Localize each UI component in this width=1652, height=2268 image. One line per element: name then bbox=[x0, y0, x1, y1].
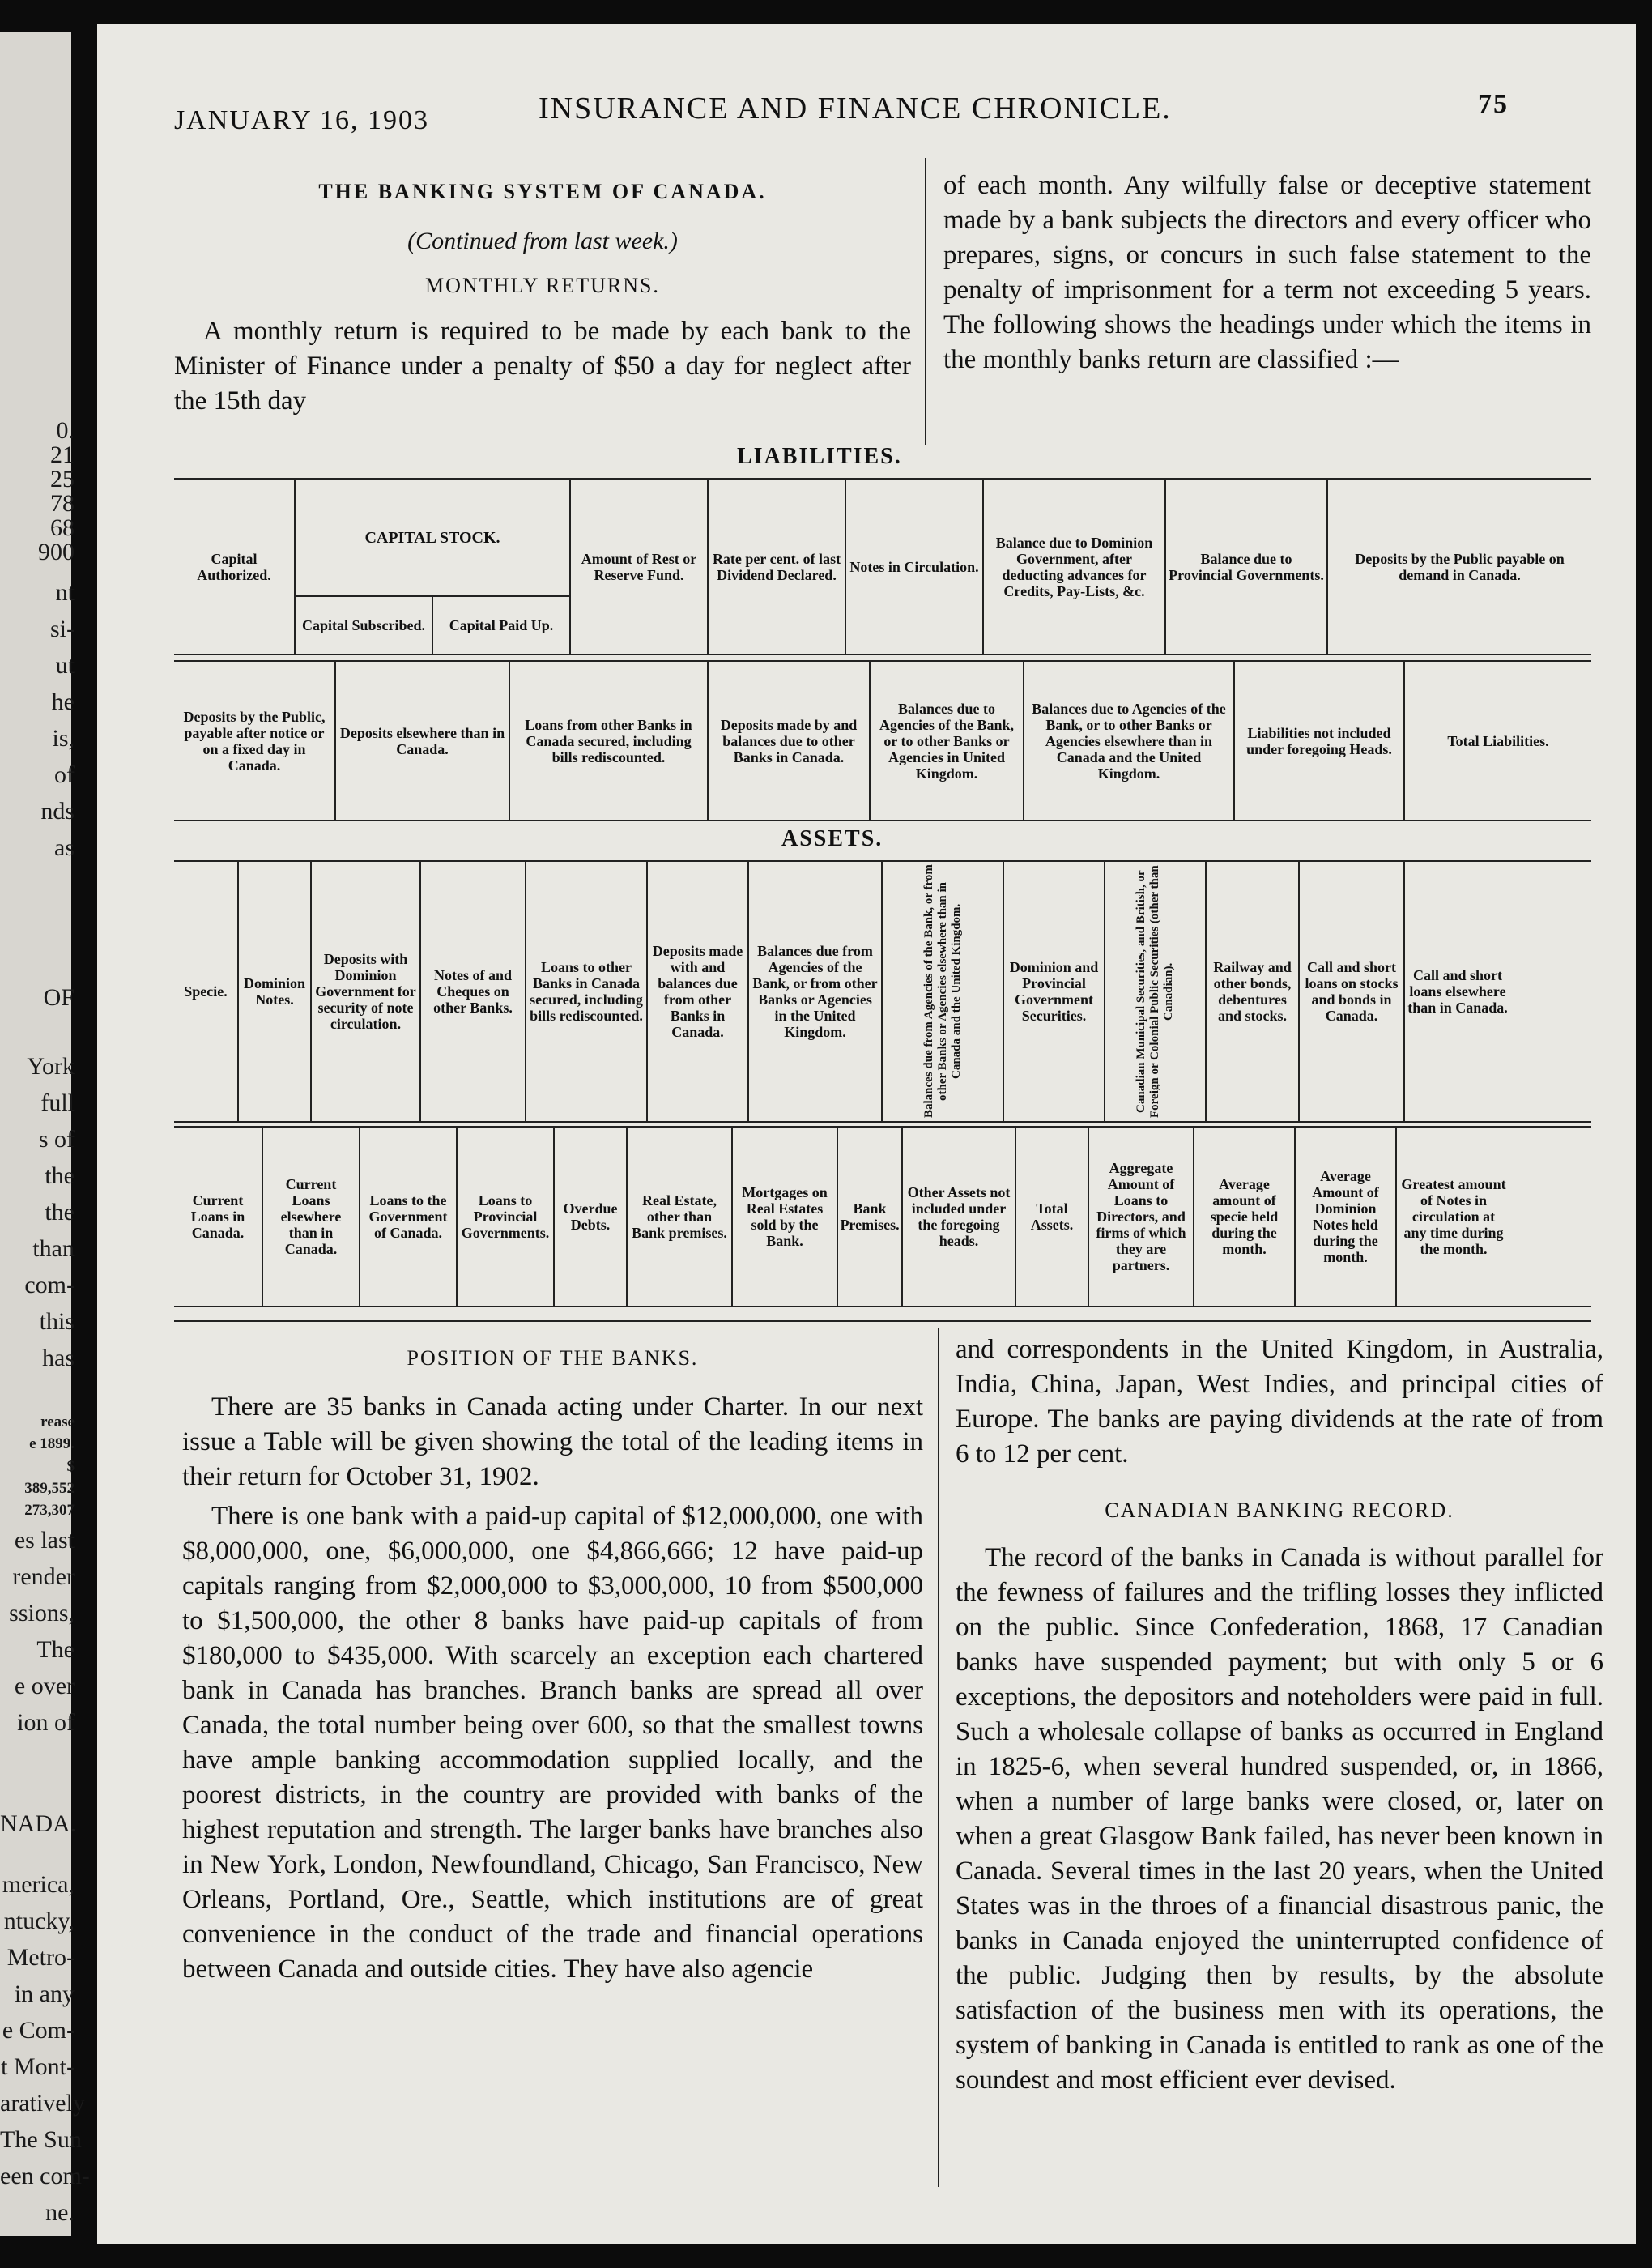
previous-page-text-fragment: $ bbox=[66, 1458, 75, 1475]
previous-page-text-fragment: full bbox=[40, 1089, 75, 1116]
asset-column-header: Aggregate Amount of Loans to Directors, and firms of which they are partners. bbox=[1089, 1128, 1194, 1306]
previous-page-text-fragment: e over bbox=[14, 1673, 75, 1699]
position-paragraph-2: There is one bank with a paid-up capital of $12,000,000, one with $8,000,000, one, $6,000,000, one $4,866,666; 12 have paid-up capitals ranging from $2,000,000 to $3,000,000, 10 from $500,000 to $1,500,000, the other 8 banks have paid-up capitals of from $180,000 to $435,000. With scarcely an exception each chartered bank in Canada has branches. Branch banks are spread all over Canada, the total number being over 600, so that the smallest towns have ample banking accommodation supplied locally, and the poorest districts, in the country are provided with banks of the highest reputation and strength. The larger banks have branches also in New York, London, Newfoundland, Chicago, San Francisco, New Orleans, Portland, Ore., Seattle, which institutions are of great convenience in the conduct of the trade and financial operations between Canada and outside cities. They have also agencie bbox=[182, 1502, 923, 1984]
asset-header-label: Specie. bbox=[184, 983, 228, 1000]
asset-header-label: Deposits made with and balances due from other Banks in Canada. bbox=[652, 943, 743, 1040]
capital-subscribed-header: Capital Subscribed. bbox=[296, 597, 433, 654]
banking-system-right-column bbox=[943, 168, 1591, 377]
dominion-balance-header: Balance due to Dominion Government, after deducting advances for Credits, Pay-Lists, &c. bbox=[984, 480, 1166, 654]
column-divider-lower bbox=[938, 1328, 939, 2187]
asset-column-header: Loans to Provincial Governments. bbox=[458, 1128, 555, 1306]
asset-column-header bbox=[648, 862, 749, 1121]
asset-column-header: Loans to the Government of Canada. bbox=[360, 1128, 458, 1306]
asset-column-header bbox=[239, 862, 312, 1121]
banking-record-title: CANADIAN BANKING RECORD. bbox=[1105, 1498, 1454, 1522]
banking-record-text: The record of the banks in Canada is without parallel for the fewness of failures and the trifling losses they inflicted on the public. Since Confederation, 1868, 17 Canadian banks have suspended payment; but with only 5 or 6 exceptions, the depositors and noteholders were paid in full. Such a wholesale collapse of banks as occurred in England in 1825-6, when several hundred suspended, or, in 1866, when a number of large banks were closed, or, later on when a great Glasgow Bank failed, has never been known in Canada. Several times in the last 20 years, when the United States was in the throes of a financial disastrous panic, the banks in Canada enjoyed the uninterrupted confidence of the public. Judging then by results, by the absolute satisfaction of the business men with its operations, the system of banking in Canada is entitled to rank as one of the soundest and most efficient ever devised. bbox=[956, 1543, 1603, 2095]
liabilities-heading: LIABILITIES. bbox=[737, 444, 902, 469]
position-continued: and correspondents in the United Kingdom, in Australia, India, China, Japan, West Indies, and principal cities of Europe. The banks are paying dividends at the rate of from 6 to 12 per cent. bbox=[956, 1335, 1603, 1469]
previous-page-text-fragment: he bbox=[51, 688, 75, 715]
article-title: THE BANKING SYSTEM OF CANADA. bbox=[318, 180, 767, 203]
section-divider bbox=[174, 1320, 1591, 1322]
continued-note: (Continued from last week.) bbox=[407, 228, 678, 254]
previous-page-text-fragment: 900 bbox=[38, 539, 75, 565]
capital-stock-header bbox=[296, 480, 571, 654]
asset-column-header: Greatest amount of Notes in circulation at any time during the month. bbox=[1401, 1176, 1506, 1257]
assets-table-row-2 bbox=[174, 1126, 1591, 1307]
column-divider bbox=[925, 158, 926, 446]
capital-paid-up-header: Capital Paid Up. bbox=[449, 617, 554, 633]
previous-page-text-fragment: The bbox=[36, 1636, 75, 1663]
banking-system-left-column bbox=[174, 174, 911, 419]
previous-page-text-fragment: nt bbox=[55, 579, 75, 606]
previous-page-text-fragment: than bbox=[32, 1235, 75, 1262]
asset-column-header: Bank Premises. bbox=[838, 1128, 903, 1306]
newspaper-page bbox=[97, 24, 1636, 2244]
assets-heading: ASSETS. bbox=[781, 826, 883, 851]
previous-page-text-fragment: merica, bbox=[2, 1871, 75, 1898]
page-number: 75 bbox=[1478, 89, 1509, 119]
previous-page-text-fragment: e Com- bbox=[2, 2017, 75, 2044]
position-of-banks-column bbox=[182, 1341, 923, 1987]
asset-header-label: Notes of and Cheques on other Banks. bbox=[433, 967, 513, 1016]
previous-page-text-fragment: ion of bbox=[17, 1709, 75, 1736]
asset-header-label: Dominion Notes. bbox=[243, 975, 306, 1008]
asset-header-label: Balances due from Agencies of the Bank, or from other Banks or Agencies elsewhere than in Canada and the United Kingdom. bbox=[922, 864, 963, 1119]
previous-page-text-fragment: Metro- bbox=[6, 1944, 75, 1971]
asset-header-label: Canadian Municipal Securities, and British, or Foreign or Colonial Public Securities (other than Canadian). bbox=[1135, 865, 1175, 1118]
previous-page-text-fragment: has bbox=[42, 1345, 75, 1371]
previous-page-text-fragment: York bbox=[27, 1053, 75, 1080]
asset-column-header: Overdue Debts. bbox=[555, 1128, 628, 1306]
asset-column-header: Current Loans in Canada. bbox=[174, 1128, 263, 1306]
previous-page-edge bbox=[0, 32, 90, 2236]
asset-column-header: Average Amount of Dominion Notes held during the month. bbox=[1296, 1128, 1397, 1306]
provincial-balance-header: Balance due to Provincial Governments. bbox=[1166, 480, 1328, 654]
previous-page-text-fragment: ut bbox=[55, 652, 75, 679]
liability-column-header: Loans from other Banks in Canada secured, including bills rediscounted. bbox=[510, 662, 709, 820]
asset-column-header: Mortgages on Real Estates sold by the Bank. bbox=[733, 1128, 838, 1306]
liability-column-header: Deposits by the Public, payable after notice or on a fixed day in Canada. bbox=[174, 662, 336, 820]
asset-column-header: Real Estate, other than Bank premises. bbox=[628, 1128, 733, 1306]
asset-header-label: Deposits with Dominion Government for security of note circulation. bbox=[315, 951, 416, 1032]
asset-column-header: Current Loans elsewhere than in Canada. bbox=[263, 1128, 360, 1306]
previous-page-text-fragment: es last bbox=[14, 1527, 75, 1554]
asset-header-label: Loans to other Banks in Canada secured, including bills rediscounted. bbox=[530, 959, 643, 1024]
asset-column-header bbox=[312, 862, 421, 1121]
asset-column-header bbox=[526, 862, 648, 1121]
previous-page-text-fragment: 78 bbox=[50, 490, 75, 517]
previous-page-text-fragment: com- bbox=[24, 1272, 75, 1298]
capital-authorized-header: Capital Authorized. bbox=[174, 480, 296, 654]
capital-stock-title: CAPITAL STOCK. bbox=[296, 480, 569, 597]
asset-column-header bbox=[749, 862, 883, 1121]
previous-page-text-fragment: e 1899. bbox=[29, 1435, 75, 1452]
asset-column-header: Average amount of specie held during the month. bbox=[1194, 1128, 1296, 1306]
asset-column-header bbox=[1105, 862, 1207, 1121]
publication-title: INSURANCE AND FINANCE CHRONICLE. bbox=[539, 92, 1172, 126]
notes-circulation-header: Notes in Circulation. bbox=[846, 480, 984, 654]
monthly-returns-subhead: MONTHLY RETURNS. bbox=[425, 274, 660, 297]
asset-column-header bbox=[1004, 862, 1105, 1121]
right-column-lower bbox=[956, 1332, 1603, 2098]
asset-header-label: Dominion and Provincial Government Securities. bbox=[1009, 959, 1099, 1024]
previous-page-text-fragment: ne. bbox=[45, 2199, 75, 2226]
previous-page-text-fragment: s of bbox=[38, 1126, 75, 1153]
liability-column-header: Balances due to Agencies of the Bank, or to other Banks or Agencies elsewhere than in Canada and the United Kingdom. bbox=[1024, 662, 1235, 820]
previous-page-text-fragment: 21 bbox=[50, 441, 75, 468]
monthly-returns-text: A monthly return is required to be made by each bank to the Minister of Finance under a penalty of $50 a day for neglect after the 15th day bbox=[174, 317, 911, 416]
previous-page-text-fragment: 389,552 bbox=[24, 1480, 75, 1497]
asset-header-label: Call and short loans on stocks and bonds in Canada. bbox=[1305, 959, 1399, 1024]
previous-page-text-fragment: nds bbox=[40, 798, 75, 825]
asset-column-header bbox=[1405, 862, 1510, 1121]
previous-page-text-fragment: ssions, bbox=[9, 1600, 75, 1626]
previous-page-text-fragment: the bbox=[45, 1162, 75, 1189]
assets-table-row-1 bbox=[174, 860, 1591, 1123]
previous-page-text-fragment: is, bbox=[52, 725, 75, 752]
dividend-header: Rate per cent. of last Dividend Declared. bbox=[709, 480, 846, 654]
previous-page-text-fragment: OF bbox=[43, 984, 75, 1011]
liability-column-header: Liabilities not included under foregoing Heads. bbox=[1235, 662, 1405, 820]
previous-page-text-fragment: render bbox=[12, 1563, 75, 1590]
asset-column-header bbox=[1300, 862, 1405, 1121]
asset-header-label: Balances due from Agencies of the Bank, or from other Banks or Agencies in the United Kingdom. bbox=[752, 943, 878, 1040]
previous-page-text-fragment: een com- bbox=[0, 2163, 90, 2189]
reserve-fund-header: Amount of Rest or Reserve Fund. bbox=[571, 480, 709, 654]
previous-page-text-fragment: ntucky, bbox=[3, 1908, 75, 1934]
previous-page-text-fragment: 25 bbox=[50, 466, 75, 492]
liability-column-header: Total Liabilities. bbox=[1447, 732, 1549, 749]
monthly-returns-continued: of each month. Any wilfully false or deceptive statement made by a bank subjects the directors and every officer who prepares, signs, or concurs in such false statement to the penalty of imprisonment for a term not exceeding 5 years. The following shows the headings under which the items in the monthly banks return are classified :— bbox=[943, 171, 1591, 374]
previous-page-text-fragment: as bbox=[54, 834, 75, 861]
asset-header-label: Railway and other bonds, debentures and stocks. bbox=[1213, 959, 1292, 1024]
asset-column-header bbox=[421, 862, 526, 1121]
previous-page-text-fragment: t Mont- bbox=[1, 2053, 75, 2080]
previous-page-text-fragment: rease bbox=[40, 1413, 75, 1430]
position-paragraph-1: There are 35 banks in Canada acting under Charter. In our next issue a Table will be given showing the total of the leading items in their return for October 31, 1902. bbox=[182, 1392, 923, 1491]
previous-page-text-fragment: of bbox=[54, 761, 75, 788]
liability-column-header: Balances due to Agencies of the Bank, or to other Banks or Agencies in United Kingdom. bbox=[871, 662, 1024, 820]
previous-page-text-fragment: 273,307 bbox=[24, 1502, 75, 1519]
previous-page-text-fragment: this bbox=[39, 1308, 75, 1335]
liabilities-table-row-1 bbox=[174, 478, 1591, 655]
position-of-banks-title: POSITION OF THE BANKS. bbox=[407, 1346, 699, 1370]
previous-page-text-fragment: 0. bbox=[56, 417, 75, 444]
asset-column-header: Other Assets not included under the foregoing heads. bbox=[903, 1128, 1016, 1306]
previous-page-text-fragment: in any bbox=[14, 1980, 75, 2007]
asset-column-header bbox=[174, 862, 239, 1121]
previous-page-text-fragment: the bbox=[45, 1199, 75, 1226]
previous-page-text-fragment: NADA. bbox=[0, 1810, 77, 1837]
liability-column-header: Deposits elsewhere than in Canada. bbox=[336, 662, 510, 820]
previous-page-text-fragment: si- bbox=[50, 616, 75, 642]
previous-page-text-fragment: aratively bbox=[0, 2090, 85, 2117]
previous-page-text-fragment: The Sun bbox=[0, 2126, 82, 2153]
previous-page-text-fragment: 68 bbox=[50, 514, 75, 541]
asset-column-header bbox=[1207, 862, 1300, 1121]
liability-column-header: Deposits made by and balances due to other Banks in Canada. bbox=[709, 662, 871, 820]
public-demand-deposits-header: Deposits by the Public payable on demand in Canada. bbox=[1355, 550, 1565, 583]
asset-column-header: Total Assets. bbox=[1016, 1128, 1089, 1306]
liabilities-table-row-2 bbox=[174, 660, 1591, 821]
asset-column-header bbox=[883, 862, 1004, 1121]
issue-date: JANUARY 16, 1903 bbox=[174, 105, 430, 135]
asset-header-label: Call and short loans elsewhere than in Canada. bbox=[1407, 967, 1508, 1016]
